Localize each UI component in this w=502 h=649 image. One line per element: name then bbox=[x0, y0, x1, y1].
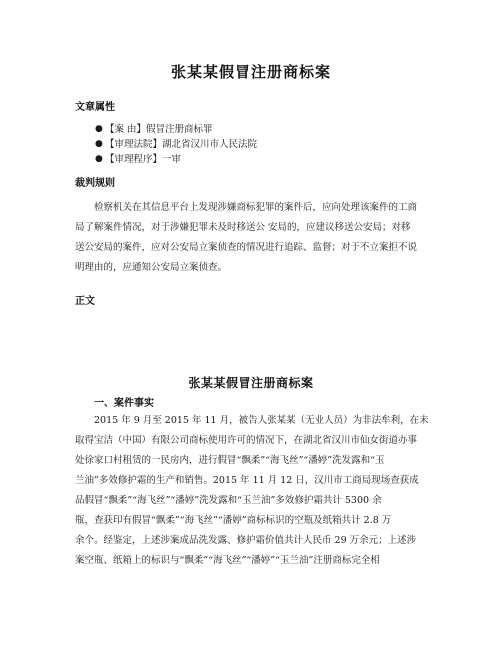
attribute-item-cause bbox=[95, 122, 257, 137]
rules-paragraph bbox=[75, 198, 431, 278]
facts-line: 品假冒“飘柔”“海飞丝”“潘婷”洗发露和“玉兰油”多效修护霜共计 5300 余 bbox=[75, 495, 382, 506]
attribute-text: 【审理程序】一审 bbox=[105, 154, 182, 165]
facts-line: 案空瓶、纸箱上的标识与“飘柔”“海飞丝”“潘婷”“玉兰油”注册商标完全相 bbox=[75, 555, 380, 566]
facts-line: 2015 年 9 月至 2015 年 11 月，被告人张某某（无业人员）为非法牟利，在未 bbox=[94, 415, 429, 426]
facts-line: 兰油”多效修护霜的生产和销售。2015 年 11 月 12 日，汉川市工商局现场查获成 bbox=[75, 475, 419, 486]
rules-line: 局了解案件情况，对于涉嫌犯罪未及时移送公 安局的，应建议移送公安局；对移 bbox=[75, 222, 411, 233]
rules-heading: 裁判规则 bbox=[75, 178, 115, 189]
attribute-text: 【案 由】假冒注册商标罪 bbox=[105, 124, 213, 135]
section-title: 张某某假冒注册商标案 bbox=[188, 376, 314, 390]
body-heading: 正文 bbox=[75, 296, 95, 307]
rules-line: 明理由的，应通知公安局立案侦查。 bbox=[75, 262, 228, 273]
rules-line: 送公安局的案件，应对公安局立案侦查的情况进行追踪、监督；对于不立案拒不说 bbox=[75, 242, 418, 253]
attributes-heading: 文章属性 bbox=[75, 102, 115, 113]
attributes-list bbox=[95, 122, 257, 167]
facts-subheading: 一、案件事实 bbox=[94, 398, 154, 409]
bullet-icon: ● bbox=[95, 139, 103, 149]
attribute-text: 【审理法院】湖北省汉川市人民法院 bbox=[105, 139, 258, 150]
facts-line: 余个。经鉴定，上述涉案成品洗发露、修护霜价值共计人民币 29 万余元；上述涉 bbox=[75, 535, 417, 546]
rules-line: 检察机关在其信息平台上发现涉嫌商标犯罪的案件后，应向处理该案件的工商 bbox=[94, 202, 418, 213]
document-title: 张某某假冒注册商标案 bbox=[170, 63, 331, 81]
facts-line: 瓶，查获印有假冒“飘柔”“海飞丝”“潘婷”商标标识的空瓶及纸箱共计 2.8 万 bbox=[75, 515, 392, 526]
attribute-item-procedure bbox=[95, 152, 257, 167]
attribute-item-court bbox=[95, 137, 257, 152]
bullet-icon: ● bbox=[95, 154, 103, 164]
facts-paragraph bbox=[75, 411, 431, 571]
facts-line: 取得宝洁（中国）有限公司商标使用许可的情况下，在湖北省汉川市仙女街道办事 bbox=[75, 435, 418, 446]
facts-line: 处徐家口村租赁的一民房内，进行假冒“飘柔”“海飞丝”“潘婷”洗发露和“玉 bbox=[75, 455, 385, 466]
bullet-icon: ● bbox=[95, 124, 103, 134]
